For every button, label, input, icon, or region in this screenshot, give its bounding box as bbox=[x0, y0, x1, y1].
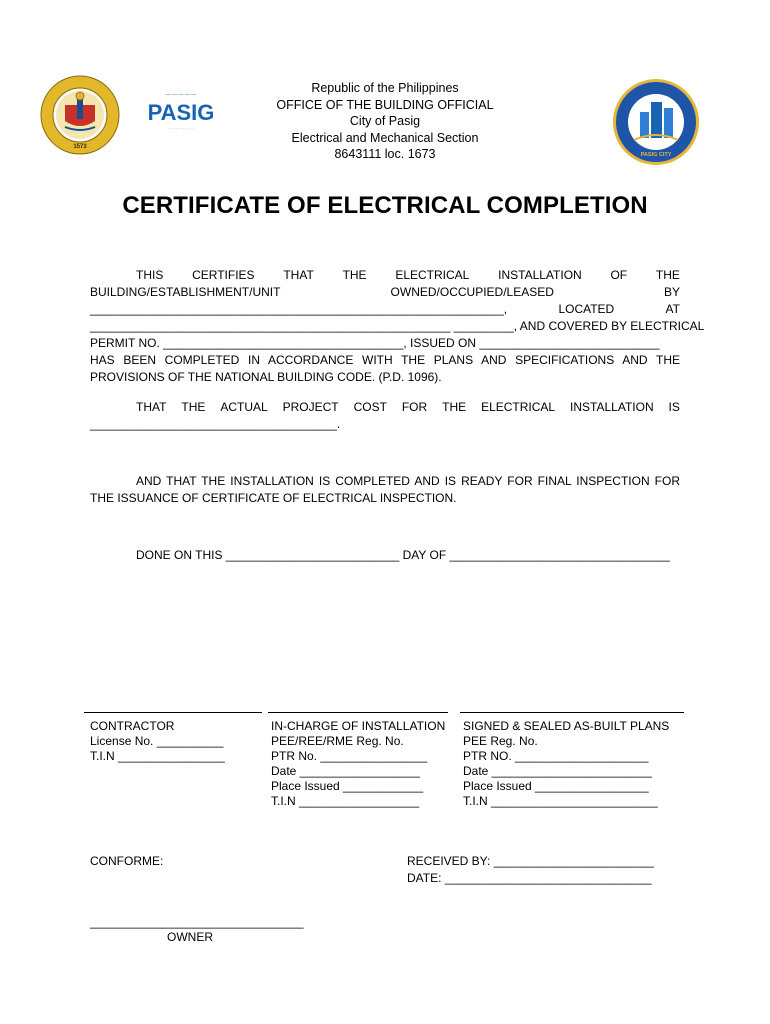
asbuilt-place: Place Issued _________________ bbox=[463, 779, 649, 793]
done-on-line: DONE ON THIS __________________________ DAY OF _________________________________ bbox=[136, 548, 670, 562]
word: INSTALLATION bbox=[498, 268, 582, 282]
para1-row2 bbox=[90, 284, 680, 301]
header-line-phone: 8643111 loc. 1673 bbox=[334, 147, 436, 161]
asbuilt-date: Date ________________________ bbox=[463, 764, 652, 778]
svg-text:— — — — —: — — — — — bbox=[165, 92, 197, 98]
incharge-tin: T.I.N __________________ bbox=[271, 794, 420, 808]
owner-signature-line: ________________________________ bbox=[90, 915, 304, 929]
header-line-section: Electrical and Mechanical Section bbox=[291, 130, 479, 145]
incharge-ptr: PTR No. ________________ bbox=[271, 749, 428, 763]
para1-row3 bbox=[90, 301, 680, 318]
received-by-line: RECEIVED BY: ________________________ bbox=[407, 854, 654, 868]
pasig-logo-icon bbox=[144, 88, 218, 134]
incharge-reg: PEE/REE/RME Reg. No. bbox=[271, 734, 404, 748]
contractor-title: CONTRACTOR bbox=[90, 719, 175, 733]
word: AT bbox=[665, 302, 680, 316]
word: ACTUAL bbox=[220, 400, 268, 414]
received-date-line: DATE: _______________________________ bbox=[407, 871, 652, 885]
asbuilt-title: SIGNED & SEALED AS-BUILT PLANS bbox=[463, 719, 670, 733]
word: OWNED/OCCUPIED/LEASED bbox=[390, 285, 554, 299]
contractor-tin: T.I.N ________________ bbox=[90, 749, 225, 763]
header-line-office: OFFICE OF THE BUILDING OFFICIAL bbox=[276, 97, 494, 112]
office-header bbox=[235, 80, 535, 163]
word: THAT bbox=[136, 400, 167, 414]
asbuilt-ptr: PTR NO. ____________________ bbox=[463, 749, 649, 763]
seal-year: 1573 bbox=[73, 144, 87, 150]
word: THE bbox=[655, 268, 680, 282]
word: COST bbox=[353, 400, 387, 414]
word: THIS bbox=[136, 268, 164, 282]
svg-text:PASIG: PASIG bbox=[147, 100, 215, 125]
word: FOR bbox=[401, 400, 428, 414]
signature-line bbox=[460, 712, 684, 713]
svg-text:· · · · · · · · · · ·: · · · · · · · · · · · bbox=[168, 126, 194, 131]
svg-text:PASIG CITY: PASIG CITY bbox=[640, 152, 672, 158]
asbuilt-block bbox=[460, 712, 684, 809]
paragraph-project-cost bbox=[90, 399, 680, 433]
word: OF bbox=[610, 268, 628, 282]
word: BUILDING/ESTABLISHMENT/UNIT bbox=[90, 285, 281, 299]
word: IS bbox=[668, 400, 680, 414]
blank-line: ______________________________________________________________, bbox=[90, 302, 508, 316]
incharge-place: Place Issued ____________ bbox=[271, 779, 424, 793]
incharge-date: Date __________________ bbox=[271, 764, 420, 778]
incharge-block bbox=[268, 712, 448, 809]
word: THAT bbox=[283, 268, 314, 282]
signature-line bbox=[84, 712, 262, 713]
owner-label: OWNER bbox=[167, 930, 213, 944]
para1-row5: PERMIT NO. ____________________________________, ISSUED ON ___________________________ bbox=[90, 336, 660, 350]
para1-row4: ______________________________________________________ _________, AND COVERED BY ELECTRICAL bbox=[90, 319, 705, 333]
word: THE bbox=[181, 400, 206, 414]
word: BY bbox=[663, 285, 680, 299]
word: CERTIFIES bbox=[192, 268, 255, 282]
project-cost-blank: _____________________________________. bbox=[90, 417, 341, 431]
word: INSTALLATION bbox=[570, 400, 654, 414]
contractor-license: License No. __________ bbox=[90, 734, 224, 748]
paragraph-ready-inspection: AND THAT THE INSTALLATION IS COMPLETED AND IS READY FOR FINAL INSPECTION FOR THE ISSUANCE OF CERTIFICATE OF ELECTRICAL INSPECTION. bbox=[90, 474, 680, 505]
asbuilt-reg: PEE Reg. No. bbox=[463, 734, 538, 748]
building-official-seal-icon bbox=[612, 78, 700, 166]
word: THE bbox=[342, 268, 367, 282]
word: LOCATED bbox=[558, 302, 615, 316]
document-title: CERTIFICATE OF ELECTRICAL COMPLETION bbox=[122, 192, 648, 219]
para1-row1 bbox=[90, 267, 680, 284]
para1-rest: HAS BEEN COMPLETED IN ACCORDANCE WITH THE PLANS AND SPECIFICATIONS AND THE PROVISIONS OF THE NATIONAL BUILDING CODE. (P.D. 1096). bbox=[90, 353, 680, 384]
header-line-city: City of Pasig bbox=[349, 114, 421, 128]
pasig-city-seal-icon bbox=[40, 75, 120, 155]
word: ELECTRICAL bbox=[395, 268, 470, 282]
conforme-label: CONFORME: bbox=[90, 854, 164, 868]
incharge-title: IN-CHARGE OF INSTALLATION bbox=[271, 719, 446, 733]
asbuilt-tin: T.I.N _________________________ bbox=[463, 794, 658, 808]
word: ELECTRICAL bbox=[481, 400, 556, 414]
para2-row1 bbox=[90, 399, 680, 416]
paragraph-certification bbox=[90, 267, 705, 386]
contractor-block bbox=[84, 712, 262, 764]
word: PROJECT bbox=[282, 400, 339, 414]
header-line-republic: Republic of the Philippines bbox=[311, 81, 459, 95]
signature-line bbox=[268, 712, 448, 713]
word: THE bbox=[442, 400, 467, 414]
